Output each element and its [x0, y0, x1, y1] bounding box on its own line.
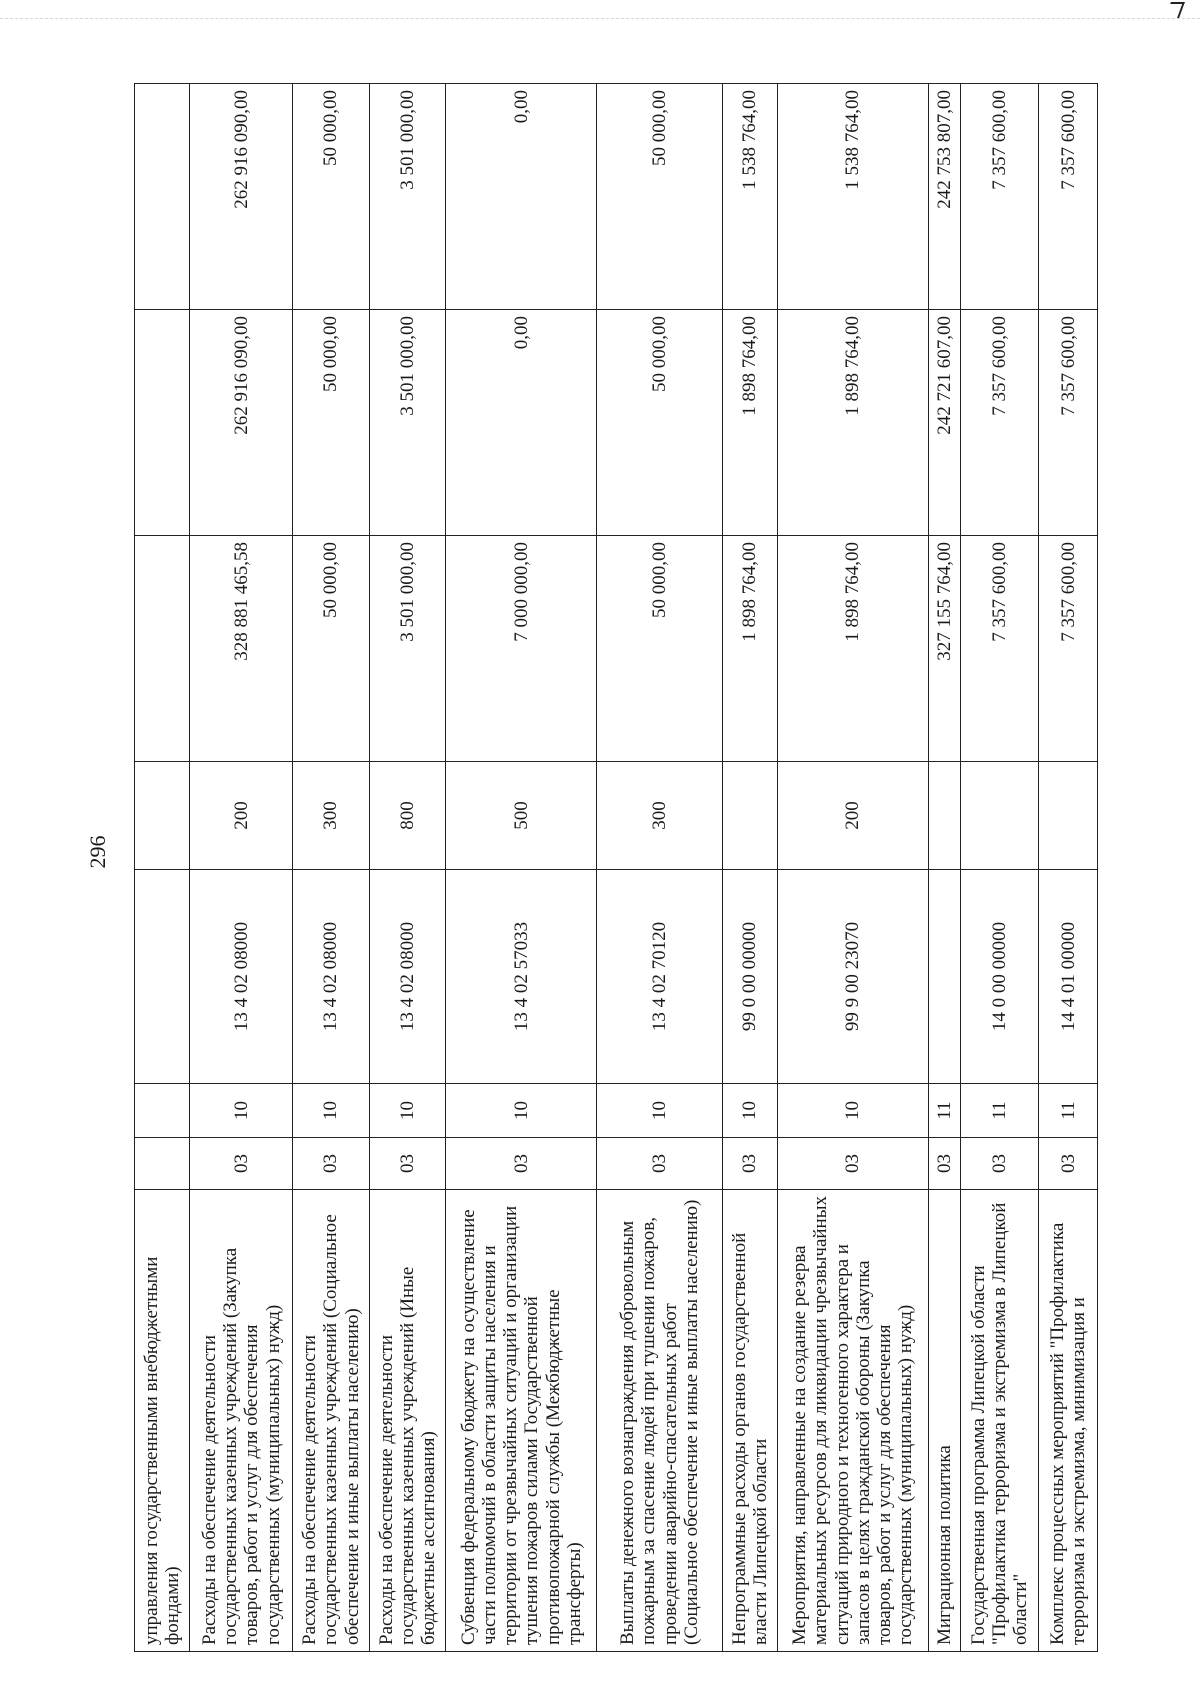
table-row — [190, 84, 293, 1652]
cell-target-code: 14 4 01 00000 — [1039, 870, 1098, 1084]
table-row — [1039, 84, 1098, 1652]
cell-subsection: 11 — [960, 1084, 1039, 1138]
cell-amount-3 — [135, 84, 190, 310]
cell-expense-type — [135, 762, 190, 870]
cell-amount-1: 7 357 600,00 — [960, 536, 1039, 762]
budget-table — [134, 83, 1098, 1652]
cell-amount-3: 7 357 600,00 — [960, 84, 1039, 310]
cell-target-code: 14 0 00 00000 — [960, 870, 1039, 1084]
cell-subsection: 10 — [446, 1084, 597, 1138]
cell-amount-2 — [135, 310, 190, 536]
page-number: 296 — [85, 835, 110, 869]
cell-name: Комплекс процессных мероприятий "Профилактика терроризма и экстремизма, минимизация и — [1039, 1190, 1098, 1652]
cell-amount-2: 50 000,00 — [293, 310, 370, 536]
cell-expense-type: 200 — [778, 762, 929, 870]
cell-section: 03 — [293, 1138, 370, 1190]
cell-name: управления государственными внебюджетными фондами) — [135, 1190, 190, 1652]
cell-amount-3: 242 753 807,00 — [928, 84, 960, 310]
cell-name: Расходы на обеспечение деятельности государственных казенных учреждений (Социальное обеспечение и иные выплаты населению) — [293, 1190, 370, 1652]
cell-amount-3: 262 916 090,00 — [190, 84, 293, 310]
cell-subsection: 10 — [190, 1084, 293, 1138]
cell-subsection: 10 — [597, 1084, 722, 1138]
cell-amount-3: 0,00 — [446, 84, 597, 310]
cell-target-code: 13 4 02 70120 — [597, 870, 722, 1084]
cell-name: Государственная программа Липецкой области "Профилактика терроризма и экстремизма в Липецкой области" — [960, 1190, 1039, 1652]
cell-section: 03 — [597, 1138, 722, 1190]
table-row — [722, 84, 777, 1652]
cell-subsection: 11 — [1039, 1084, 1098, 1138]
cell-section: 03 — [722, 1138, 777, 1190]
cell-amount-3: 1 538 764,00 — [722, 84, 777, 310]
cell-amount-1 — [135, 536, 190, 762]
cell-target-code: 13 4 02 08000 — [369, 870, 446, 1084]
cell-name: Выплаты денежного вознаграждения добровольным пожарным за спасение людей при тушении пожаров, проведении аварийно-спасательных работ (Социальное обеспечение и иные выплаты населению) — [597, 1190, 722, 1652]
cell-target-code — [928, 870, 960, 1084]
cell-expense-type — [928, 762, 960, 870]
table-row — [928, 84, 960, 1652]
cell-amount-3: 50 000,00 — [293, 84, 370, 310]
cell-expense-type — [722, 762, 777, 870]
cell-name: Расходы на обеспечение деятельности государственных казенных учреждений (Закупка товаров, работ и услуг для обеспечения государственных (муниципальных) нужд) — [190, 1190, 293, 1652]
table-row — [446, 84, 597, 1652]
cell-amount-2: 1 898 764,00 — [778, 310, 929, 536]
cell-subsection: 10 — [293, 1084, 370, 1138]
cell-expense-type — [1039, 762, 1098, 870]
cell-section: 03 — [1039, 1138, 1098, 1190]
cell-amount-1: 1 898 764,00 — [722, 536, 777, 762]
cell-amount-2: 7 357 600,00 — [1039, 310, 1098, 536]
cell-target-code: 13 4 02 08000 — [293, 870, 370, 1084]
cell-subsection: 11 — [928, 1084, 960, 1138]
cell-target-code: 99 9 00 23070 — [778, 870, 929, 1084]
cell-amount-3: 50 000,00 — [597, 84, 722, 310]
cell-section: 03 — [778, 1138, 929, 1190]
cell-section: 03 — [928, 1138, 960, 1190]
cell-name: Расходы на обеспечение деятельности государственных казенных учреждений (Иные бюджетные ассигнования) — [369, 1190, 446, 1652]
cell-amount-1: 1 898 764,00 — [778, 536, 929, 762]
cell-amount-3: 3 501 000,00 — [369, 84, 446, 310]
cell-target-code — [135, 870, 190, 1084]
cell-amount-1: 328 881 465,58 — [190, 536, 293, 762]
cell-amount-2: 3 501 000,00 — [369, 310, 446, 536]
table-row — [960, 84, 1039, 1652]
cell-amount-2: 242 721 607,00 — [928, 310, 960, 536]
cell-target-code: 13 4 02 08000 — [190, 870, 293, 1084]
cell-section: 03 — [190, 1138, 293, 1190]
cell-target-code: 99 0 00 00000 — [722, 870, 777, 1084]
cell-subsection: 10 — [722, 1084, 777, 1138]
cell-expense-type: 300 — [293, 762, 370, 870]
cell-subsection: 10 — [778, 1084, 929, 1138]
cell-amount-2: 262 916 090,00 — [190, 310, 293, 536]
cell-amount-3: 1 538 764,00 — [778, 84, 929, 310]
table-row — [597, 84, 722, 1652]
cell-section: 03 — [446, 1138, 597, 1190]
cell-name: Миграционная политика — [928, 1190, 960, 1652]
cell-amount-1: 7 000 000,00 — [446, 536, 597, 762]
budget-table-container — [134, 84, 1098, 1652]
cell-amount-1: 3 501 000,00 — [369, 536, 446, 762]
cell-expense-type: 200 — [190, 762, 293, 870]
cell-amount-2: 1 898 764,00 — [722, 310, 777, 536]
cell-expense-type: 300 — [597, 762, 722, 870]
cell-expense-type: 500 — [446, 762, 597, 870]
cell-amount-2: 50 000,00 — [597, 310, 722, 536]
table-row — [778, 84, 929, 1652]
cell-section — [135, 1138, 190, 1190]
cell-target-code: 13 4 02 57033 — [446, 870, 597, 1084]
cell-subsection — [135, 1084, 190, 1138]
cell-expense-type: 800 — [369, 762, 446, 870]
table-row — [369, 84, 446, 1652]
table-row — [293, 84, 370, 1652]
cell-amount-3: 7 357 600,00 — [1039, 84, 1098, 310]
cell-amount-1: 327 155 764,00 — [928, 536, 960, 762]
cell-amount-2: 7 357 600,00 — [960, 310, 1039, 536]
cell-amount-2: 0,00 — [446, 310, 597, 536]
cell-section: 03 — [960, 1138, 1039, 1190]
cell-expense-type — [960, 762, 1039, 870]
cell-name: Субвенция федеральному бюджету на осуществление части полномочий в области защиты населения и территории от чрезвычайных ситуаций и организации тушения пожаров силами Государственной противопожарной службы (Межбюджетные трансферты) — [446, 1190, 597, 1652]
cell-amount-1: 7 357 600,00 — [1039, 536, 1098, 762]
cell-subsection: 10 — [369, 1084, 446, 1138]
cell-amount-1: 50 000,00 — [597, 536, 722, 762]
cell-name: Непрограммные расходы органов государственной власти Липецкой области — [722, 1190, 777, 1652]
cell-amount-1: 50 000,00 — [293, 536, 370, 762]
cell-name: Мероприятия, направленные на создание резерва материальных ресурсов для ликвидации чрезвычайных ситуаций природного и техногенного характера и запасов в целях гражданской обороны (Закупка товаров, работ и услуг для обеспечения государственных (муниципальных) нужд) — [778, 1190, 929, 1652]
table-row — [135, 84, 190, 1652]
cell-section: 03 — [369, 1138, 446, 1190]
